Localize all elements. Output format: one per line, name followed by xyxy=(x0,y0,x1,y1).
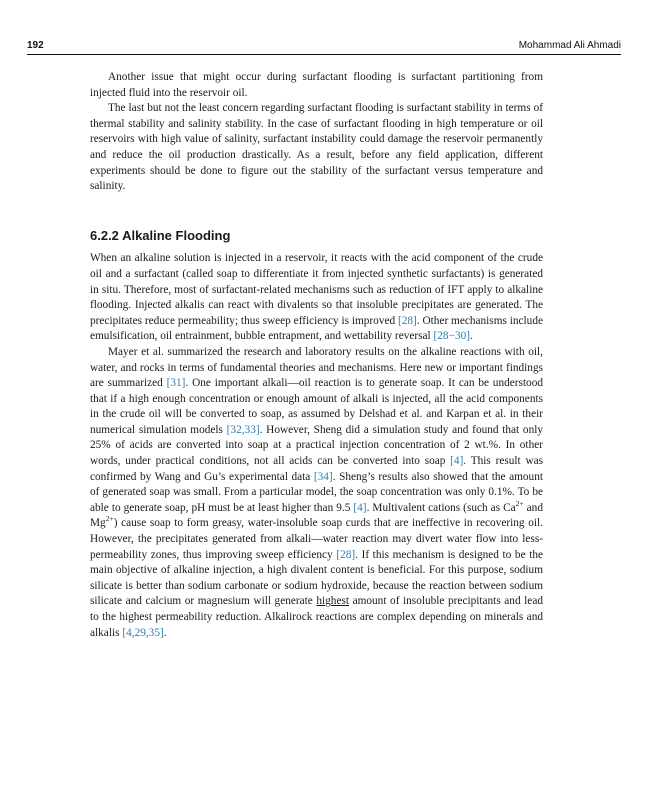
citation-link[interactable]: [28−30] xyxy=(433,330,471,343)
section-number: 6.2.2 xyxy=(90,227,119,243)
paragraph-stability: The last but not the least concern regarding surfactant flooding is surfactant stability in terms of thermal stability and salinity stability. In the case of surfactant flooding in high temperature or oil reservoirs with high value of salinity, surfactant instability could damage the reservoir permanently and reduce the oil production drastically. As a result, before any field application, different experiments should be done to figure out the stability of the surfactant versus temperature and salinity. xyxy=(90,102,543,193)
running-author: Mohammad Ali Ahmadi xyxy=(518,40,621,51)
page-number: 192 xyxy=(27,40,44,51)
citation-link[interactable]: [32,33] xyxy=(226,423,260,436)
citation-link[interactable]: [28] xyxy=(336,548,356,561)
citation-link[interactable]: [31] xyxy=(166,377,186,390)
superscript-charge: 2+ xyxy=(515,499,524,509)
paragraph-mayer: Mayer et al. summarized the research and laboratory results on the alkaline reactions with oil, water, and rocks in terms of fundamental theories and mechanisms. Here new or important findings are summarized [31]. One important alkali—oil reaction is to generate soap. It can be understood that if a high enough concentration or enough amount of alkali is injected, all the acid components in the crude oil will be converted to soap, as assumed by Delshad et al. and Karpan et al. in their numerical simulation models [32,33]. However, Sheng did a simulation study and found that only 25% of acids are converted into soap at a practical injection concentration of 2 wt.%. In other words, under practical conditions, not all acids can be converted into soap [4]. This result was confirmed by Wang and Gu’s experimental data [34]. Sheng’s results also showed that the amount of generated soap was small. From a particular model, the soap concentration was only 0.1%. To be able to generate soap, pH must be at least higher than 9.5 [4]. Multivalent cations (such as $Ca^{2+}$ and $Mg^{2+}$) cause soap to form greasy, water-insoluble soap curds that are ineffective in recovering oil. However, the precipitates generated from alkali—water reaction may divert water flow into less-permeability zones, thus improving sweep efficiency [28]. If this mechanism is designed to be the main objective of alkaline injection, a high divalent content is beneficial. For this purpose, sodium silicate is better than sodium carbonate or sodium hydroxide, because the reaction between sodium silicate and calcium or magnesium will generate highest amount of insoluble precipitants and lead to the highest permeability reduction. Alkalirock reactions are complex depending on minerals and alkalis [4,29,35]. xyxy=(90,345,544,639)
citation-link[interactable]: [4] xyxy=(353,501,367,514)
citation-link[interactable]: [28] xyxy=(397,314,417,327)
underlined-word: highest xyxy=(316,595,350,608)
section-heading xyxy=(90,228,543,244)
page-body xyxy=(90,70,543,641)
section-title: Alkaline Flooding xyxy=(122,227,231,243)
running-header xyxy=(27,40,621,55)
citation-link[interactable]: [4,29,35] xyxy=(122,626,164,639)
paragraph-partitioning: Another issue that might occur during surfactant flooding is surfactant partitioning from injected fluid into the reservoir oil. xyxy=(90,71,543,99)
citation-link[interactable]: [34] xyxy=(313,470,333,483)
superscript-charge: 2+ xyxy=(105,514,114,524)
paragraph-alkaline-intro: When an alkaline solution is injected in a reservoir, it reacts with the acid component of the crude oil and a surfactant (called soap to differentiate it from injected synthetic surfactants) is generated in situ. Therefore, most of surfactant-related mechanisms such as reduction of IFT apply to alkaline flooding. Injected alkalis can react with divalents so that insoluble precipitates are generated. The precipitates reduce permeability; thus sweep efficiency is improved [28]. Other mechanisms include emulsification, oil entrainment, bubble entrapment, and wettability reversal [28−30]. xyxy=(90,252,543,343)
citation-link[interactable]: [4] xyxy=(450,455,464,468)
